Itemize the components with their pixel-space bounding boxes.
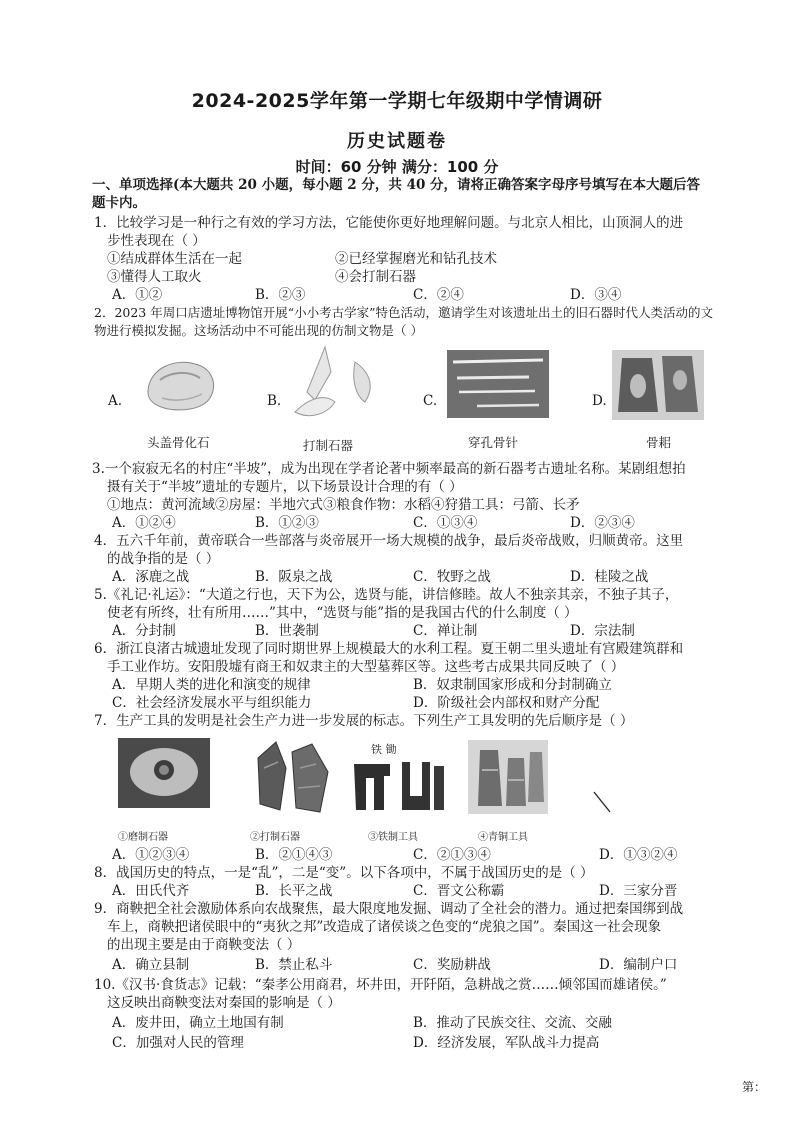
q4-option-d[interactable]: D．桂陵之战: [570, 569, 649, 585]
bone-spade-image: [612, 350, 704, 420]
q2-caption-a: 头盖骨化石: [147, 435, 210, 450]
q1-stem-line2: 步性表现在（ ）: [107, 233, 206, 249]
q10-stem-line1: 10.《汉书·食货志》记载：“秦孝公用商君，坏井田，开阡陌，急耕战之赏……倾邻国而雄诸侯。”: [94, 977, 667, 993]
q7-iron-label: 铁 锄: [371, 743, 397, 756]
q6-option-a[interactable]: A．早期人类的进化和演变的规律: [112, 677, 311, 693]
q4-stem-line1: 4．五六千年前，黄帝联合一些部落与炎帝展开一场大规模的战争，最后炎帝战败，归顺黄帝。这里: [94, 533, 684, 549]
polished-stone-tool-image: [118, 738, 210, 808]
q5-stem-line2: 使老有所终，壮有所用……”其中，“选贤与能”指的是我国古代的什么制度（ ）: [107, 605, 578, 621]
q7-stem: 7．生产工具的发明是社会生产力进一步发展的标志。下列生产工具发明的先后顺序是（ ）: [94, 713, 634, 729]
q7-caption-4: ④青铜工具: [478, 832, 528, 843]
stone-tools-image: [285, 342, 385, 427]
q1-option-c[interactable]: C．②④: [413, 287, 464, 303]
q9-option-b[interactable]: B．禁止私斗: [255, 957, 333, 973]
section-heading-line1: 一、单项选择(本大题共 20 小题，每小题 2 分，共 40 分，请将正确答案字母序号填写在本大题后答: [92, 177, 701, 193]
time-score: 时间：60 分钟 满分：100 分: [295, 158, 499, 176]
q5-option-c[interactable]: C．禅让制: [413, 623, 478, 639]
q7-caption-3: ③铁制工具: [368, 832, 418, 843]
q7-option-b[interactable]: B．②①④③: [255, 847, 333, 863]
q2-label-c: C.: [423, 393, 438, 409]
q3-option-a[interactable]: A．①②④: [112, 515, 176, 531]
exam-title: 2024-2025学年第一学期七年级期中学情调研: [191, 90, 603, 112]
q7-option-a[interactable]: A．①②③④: [112, 847, 190, 863]
q7-option-d[interactable]: D．①③②④: [599, 847, 678, 863]
q7-option-c[interactable]: C．②①③④: [413, 847, 491, 863]
q8-option-b[interactable]: B．长平之战: [255, 883, 333, 899]
q6-option-b[interactable]: B．奴隶制国家形成和分封制确立: [413, 677, 612, 693]
q10-stem-line2: 这反映出商鞅变法对秦国的影响是（ ）: [107, 995, 341, 1011]
bone-needles-image: [447, 350, 549, 418]
q7-caption-1: ①磨制石器: [118, 832, 168, 843]
q1-option-d[interactable]: D．③④: [570, 287, 622, 303]
q1-option-b[interactable]: B．②③: [255, 287, 306, 303]
q8-option-a[interactable]: A．田氏代齐: [112, 883, 190, 899]
pen-mark: [592, 790, 614, 816]
q5-option-b[interactable]: B．世袭制: [255, 623, 319, 639]
q3-stem-line2: 摄有关于“半坡”遗址的专题片，以下场景设计合理的有（ ）: [107, 479, 463, 495]
q6-option-d[interactable]: D．阶级社会内部权和财产分配: [413, 695, 600, 711]
q3-option-c[interactable]: C．①③④: [413, 515, 478, 531]
q10-option-b[interactable]: B．推动了民族交往、交流、交融: [413, 1015, 612, 1031]
q1-stem-line1: 1．比较学习是一种行之有效的学习方法，它能使你更好地理解问题。与北京人相比，山顶洞人的进: [94, 215, 684, 231]
q9-option-c[interactable]: C．奖励耕战: [413, 957, 491, 973]
q3-option-b[interactable]: B．①②③: [255, 515, 319, 531]
q2-stem-line1: 2．2023 年周口店遗址博物馆开展“小小考古学家”特色活动，邀请学生对该遗址出土的旧石器时代人类活动的文: [94, 305, 714, 320]
q10-option-a[interactable]: A．废井田，确立土地国有制: [112, 1015, 284, 1031]
q9-option-d[interactable]: D．编制户口: [599, 957, 678, 973]
q1-option-a[interactable]: A．①②: [112, 287, 163, 303]
exam-subject: 历史试题卷: [347, 131, 447, 152]
q8-option-d[interactable]: D．三家分晋: [599, 883, 678, 899]
q5-stem-line1: 5.《礼记·礼运》：“大道之行也，天下为公，选贤与能，讲信修睦。故人不独亲其亲，不独子其子，: [94, 587, 679, 603]
iron-tools-image: [350, 756, 446, 814]
q2-label-d: D.: [592, 393, 607, 409]
q1-statement-2: ②已经掌握磨光和钻孔技术: [335, 251, 497, 267]
q6-stem-line1: 6．浙江良渚古城遗址发现了同时期世界上规模最大的水利工程。夏王朝二里头遗址有宫殿建筑群和: [94, 641, 684, 657]
q2-caption-d: 骨耜: [646, 435, 672, 450]
q9-stem-line3: 的出现主要是由于商鞅变法（ ）: [107, 937, 301, 953]
q5-option-a[interactable]: A．分封制: [112, 623, 176, 639]
q1-statement-4: ④会打制石器: [335, 269, 416, 285]
q4-option-b[interactable]: B．阪泉之战: [255, 569, 333, 585]
chipped-stone-tools-image: [250, 738, 332, 816]
q7-caption-2: ②打制石器: [250, 832, 300, 843]
q3-option-d[interactable]: D．②③④: [570, 515, 635, 531]
q9-stem-line1: 9．商鞅把全社会激励体系向农战聚焦，最大限度地发掘、调动了全社会的潜力。通过把秦国绑到战: [94, 901, 684, 917]
q2-caption-c: 穿孔骨针: [468, 435, 519, 450]
page-number: 第：: [741, 1080, 766, 1094]
q1-statement-3: ③懂得人工取火: [107, 269, 202, 285]
q9-stem-line2: 车上，商鞅把诸侯眼中的“夷狄之邦”改造成了诸侯谈之色变的“虎狼之国”。秦国这一社会现象: [107, 919, 662, 935]
q4-stem-line2: 的战争指的是（ ）: [107, 551, 220, 567]
q5-option-d[interactable]: D．宗法制: [570, 623, 635, 639]
q1-statement-1: ①结成群体生活在一起: [107, 251, 242, 267]
q8-option-c[interactable]: C．晋文公称霸: [413, 883, 505, 899]
q9-option-a[interactable]: A．确立县制: [112, 957, 190, 973]
q2-caption-b: 打制石器: [303, 438, 354, 453]
q2-label-a: A.: [108, 393, 123, 409]
q8-stem: 8．战国历史的特点，一是“乱”，二是“变”。以下各项中，不属于战国历史的是（ ）: [94, 865, 594, 881]
q4-option-a[interactable]: A．涿鹿之战: [112, 569, 190, 585]
q3-stem-line3: ①地点：黄河流域②房屋：半地穴式③粮食作物：水稻④狩猎工具：弓箭、长矛: [107, 497, 580, 513]
q6-option-c[interactable]: C．社会经济发展水平与组织能力: [112, 695, 312, 711]
skull-fossil-image: [140, 350, 220, 420]
bronze-tools-image: [468, 740, 548, 814]
q2-stem-line2: 物进行模拟发掘。这场活动中不可能出现的仿制文物是（ ）: [94, 323, 423, 338]
q2-label-b: B.: [267, 393, 282, 409]
q10-option-c[interactable]: C．加强对人民的管理: [112, 1035, 244, 1051]
q6-stem-line2: 手工业作坊。安阳殷墟有商王和奴隶主的大型墓葬区等。这些考古成果共同反映了（ ）: [107, 659, 625, 675]
section-heading-line2: 题卡内。: [92, 195, 146, 211]
q10-option-d[interactable]: D．经济发展，军队战斗力提高: [413, 1035, 600, 1051]
q3-stem-line1: 3.一个寂寂无名的村庄“半坡”，成为出现在学者论著中频率最高的新石器考古遗址名称。某剧组想拍: [92, 461, 686, 477]
q4-option-c[interactable]: C．牧野之战: [413, 569, 491, 585]
